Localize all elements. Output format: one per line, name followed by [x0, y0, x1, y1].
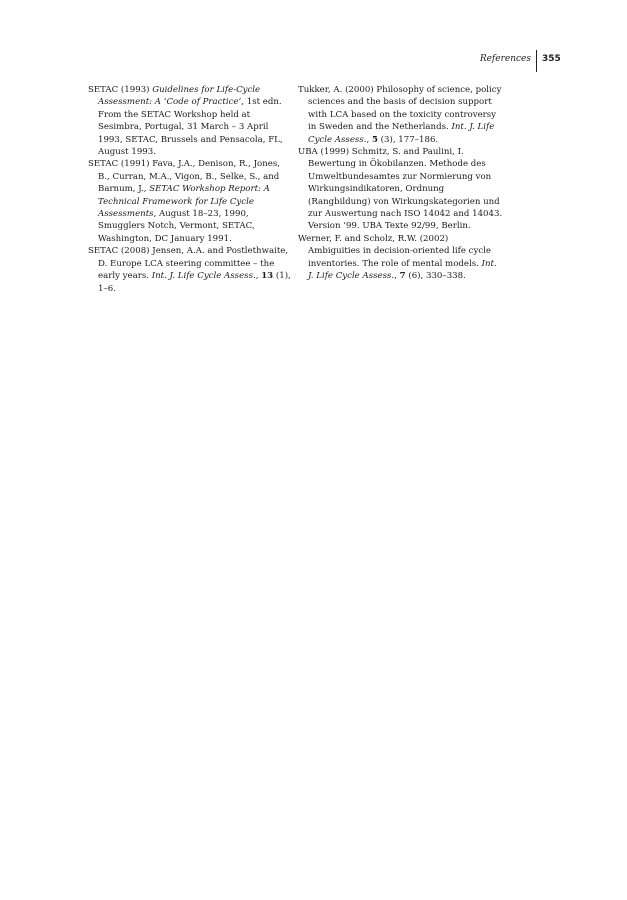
reference-entry: SETAC (2008) Jensen, A.A. and Postlethwaite, D. Europe LCA steering committee – the early years. Int. J. Life Cycle Assess., 13 (1), 1–6. [88, 246, 291, 294]
reference-entry: Tukker, A. (2000) Philosophy of science, policy sciences and the basis of decision support with LCA based on the toxicity controversy in Sweden and the Netherlands. Int. J. Life Cycle Assess., 5 (3), 177–186. [298, 85, 502, 145]
reference-entry: UBA (1999) Schmitz, S. and Paulini, I. Bewertung in Ökobilanzen. Methode des Umweltbundesamtes zur Normierung von Wirkungsindikatoren, Ordnung (Rangbildung) von Wirkungskategorien und zur Auswertung nach ISO 14042 and 14043. Version ’99. UBA Texte 92/99, Berlin. [298, 147, 503, 232]
running-header-title: References [479, 54, 531, 64]
references-column-left [88, 84, 293, 295]
page-number: 355 [542, 54, 561, 64]
references-column-right [298, 84, 503, 283]
reference-entry: SETAC (1993) Guidelines for Life-Cycle Assessment: A ‘Code of Practice’, 1st edn. From the SETAC Workshop held at Sesimbra, Portugal, 31 March – 3 April 1993, SETAC, Brussels and Pensacola, FL, August 1993. [88, 85, 283, 158]
reference-entry: SETAC (1991) Fava, J.A., Denison, R., Jones, B., Curran, M.A., Vigon, B., Selke, S., and Barnum, J., SETAC Workshop Report: A Technical Framework for Life Cycle Assessments, August 18–23, 1990, Smugglers Notch, Vermont, SETAC, Washington, DC January 1991. [88, 159, 280, 244]
reference-entry: Werner, F. and Scholz, R.W. (2002) Ambiguities in decision-oriented life cycle inventories. The role of mental models. Int. J. Life Cycle Assess., 7 (6), 330–338. [298, 233, 497, 282]
header-divider [536, 50, 537, 72]
